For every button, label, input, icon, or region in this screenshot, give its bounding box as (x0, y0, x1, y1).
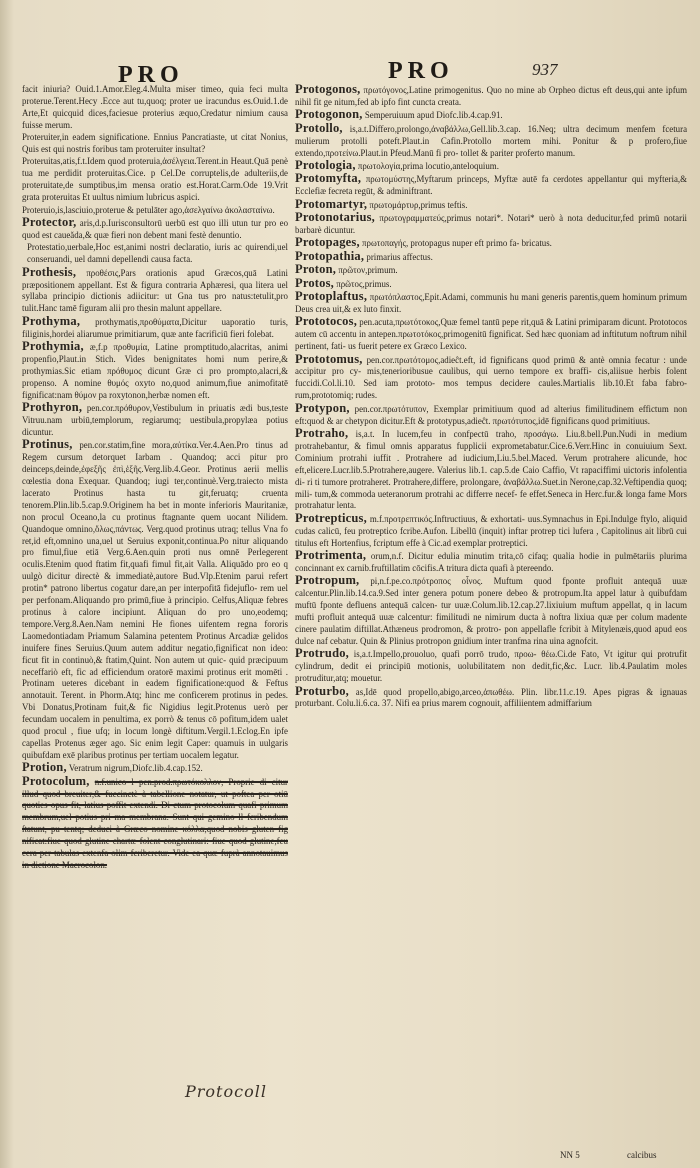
entry-text: orum,n.f. Dicitur edulia minutim trita,cō cifaq; qualia hodie in pulmētariis plurima concinnant ex carnib.fruftillatim cōcifis.A tritura dicta quafi à ptereendo. (295, 551, 687, 573)
dictionary-entry (22, 84, 288, 132)
page-number: 937 (532, 60, 558, 79)
dictionary-entry (295, 264, 687, 277)
entry-text: πρωτογραμματεύς,primus notari*. Notari* uerò à nota deducitur,fed primū notarii barbarè dicuntur. (295, 213, 687, 235)
entry-text: pen.acuta,πρωτότοκος,Quæ femel tantū pepe rit,quā & Latini primiparam dicunt. Prototocos autem cū accentu in antepen.πρωτοτόκος,primogenitū fignificat. Sed hæc quoniam ad inftitutum noftrum nihil pertinent, fati- us fuerit petere ex Græco Lexico. (295, 317, 687, 352)
entry-headword: Protomyfta, (295, 171, 362, 186)
entry-text: Semperuiuum apud Diofc.lib.4.cap.91. (364, 110, 503, 121)
signature-mark: NN 5 (560, 1150, 580, 1160)
entry-text: προθέσις,Pars orationis apud Græcos,quā Latini præpositionem appellant. Est & figura contraria Aphæresi, qua litera uel syllaba principio dictionis adiicitur: ut Gna tus pro natus:tetulit,pro tulit.Hanc tamē figuram alii pro thesin malunt appellare. (22, 267, 288, 314)
entry-headword: Protion, (22, 760, 67, 775)
dictionary-entry (22, 313, 288, 341)
entry-headword: Prototomus, (295, 351, 363, 366)
dictionary-entry (295, 212, 687, 237)
entry-headword: Protogonos, (295, 84, 361, 96)
entry-text: Proteruitas,atis,f.t.Idem quod proteruia,ἀσέλγεια.Terent.in Heaut.Quā penè tua me perdidit proteruitas.Cice. p Cel.De corruptelis,de adulteriis,de proteruitate,de sumptibus,im mensa oratio est.Horat.Carm.Ode 19.Vrit grata proteruitas Et uultus nimium lubricus aspici. (22, 156, 288, 203)
dictionary-entry (22, 214, 288, 242)
entry-headword: Protraho, (295, 425, 349, 440)
entry-text: pen.cor.πρωτότομος,adieĉt.eft, id fignificans quod primū & antè omnia fecatur : unde accipitur pro cy- mis,tenerioribusue caulibus, qui uerno tempore ex braffi- cis,aliisue herbis folent fuccidi.Col.li.10. Sed iam prototo- mos tempus decidere caules.Martialis lib.10.Et faba fabro- rum,prototomiq; rudes. (295, 354, 687, 401)
entry-text: Proteruiter,in eadem significatione. Ennius Pancratiaste, ut citat Nonius, Quis est qui nostris foribus tam proteruiter insultat? (22, 132, 288, 155)
handwritten-signature: Protocoll (185, 1082, 267, 1101)
dictionary-entry (295, 120, 687, 160)
entry-headword: Protocolum, (22, 773, 90, 788)
entry-headword: Proton, (295, 262, 337, 277)
entry-headword: Protoplaftus, (295, 289, 368, 303)
entry-text: πρῶτον,primum. (338, 265, 398, 276)
dictionary-entry (22, 264, 288, 316)
entry-headword: Protropum, (295, 573, 360, 588)
dictionary-entry (295, 648, 687, 685)
entry-headword: Protonotarius, (295, 210, 375, 225)
entry-text: n.f.unico l pen.prod.πρωτόκολλον, Proprie di citur illud quod breuiter,& fuccinctè à tabellione notatur, ut poftea per otiū quoties opus fit, latius poffit extendi. Di ctum protocolum quafi primum membrum,uel potius pri ma membrana. Sunt qui gemino ll fcribendum ſtatunt, pu tentq; deduci à Græco nomine κόλλα,quod nobis gluten fig nificat:fiue quod glutine chartæ folent conglutinari: fiue quod glutine,feu cera per tabulas extenfa olim fcriberetur. Vide ea quæ fuprà annotauimus in dictione Macrocolon. (22, 776, 288, 870)
catchword: calcibus (627, 1150, 657, 1160)
dictionary-entry (295, 316, 687, 353)
running-head-right: PRO (388, 58, 454, 84)
entry-headword: Prothesis, (22, 264, 77, 279)
entry-text: prothymatis,προθύματα,Dicitur uaporatio turis, filiginis,hordei aliarumue primitiarum, quæ ante facrificiū fieri folebat. (22, 316, 288, 339)
entry-text: πρωτοπαγής, protopagus nuper eft primo fa- bricatus. (362, 238, 552, 249)
dictionary-entry (22, 773, 288, 872)
dictionary-entry (295, 683, 687, 711)
entry-headword: Protrimenta, (295, 548, 367, 563)
entry-text: is,a.t.Differo,prolongo,ἀναβάλλω,Gell.lib.3.cap. 16.Neq; ultra decimum menfem fcetura mulierum protolli poteft.Plaut.in Cafin.Protollo mortem mihi. Ponitur & p profero,fiue extendo,προτείνω.Plaut.in Pfeud.Manū fi pro- tollet & pariter proferto manum. (295, 123, 687, 158)
entry-text: is,a.t. In lucem,feu in confpectū traho, προσάγω. Liu.8.bell.Pun.Nudi in medium protrahebantur, & fimul omnis apparatus fupplicii exprometabatur.Cice.6.Verr.Hinc in conuiuium Sext. Cominium protrahi iuffit . Protrahere ad iudicium,Liu.5.bel.Maced. Verum protrahere alicunde, hoc eft,elicere.Lucr.lib.5.Protrahere,augere. Valerius lib.1. cap.5.de Caio Caffio, Vt rapaciffimi uictoris infolentia di- ri ti tumore protraheret. Protrahere,differe, prolongare, ἀναβάλλω.Suet.in Nerone,cap.32.Veftipendia quoq; mili- tum,& commoda ueteranorum protrahi ac differre necef- fe effet.Seneca in Herc.fur.& longa fame Mors protrahatur lenta. (295, 428, 687, 511)
entry-text: pen.cor.statim,fine mora,αὐτίκα.Ver.4.Aen.Pro tinus ad Regem cursum detorquet Iarbam . Quandoq; acci pitur pro deinceps,deinde,ἐφεξῆς ἐπὶ,ἑξῆς.Verg.lib.4.Geor. Protinus aerii mellis cœlestia dona Exequar. Quandoq; iugi ter,continuè.Verg.traiecto mista lacerato Protinus hasta tu git,feruatq; cruenta tenorem.Plin.lib.5.cap.9.Originem ha bet in monte inferioris Mauritaniæ, non procul Oceano,la cu protinus ftagnante quem uocant Nilidem. Quandoque omnino,ὅλως,πάντως. Verg.quod protinus utraq; tellus Vna fo ret,id eft,omnino una,uel ut Seruius exponit,continua.Po nitur aliquando pro fimul,fiue etiā Verg.6.Aen.quin proti nus omnē Perlegerent oculis.Etenim quod ftatim fit,quafi fimul fit,ait Valla. Aliquādo pro eo q uulgò dicitur directè & immediatè,autore Bud.Vlp.Etenim parui refert protin* patrono libertus cogatur dare,an per interpofitā fidejuflo- rem uel per perfonam.Aliquando pro primū,fiue à principio. Celfus,Aliquæ febres protinus à calore incipiunt. Aliquan do pro uno,eodemq; tempore.Verg.8.Aen.Nam nemini He fiones uifentem regna fororis Laomedontiadam Priamum Salamina petentem Protinus Arcadiæ gelidos inuifere fines Seruius.Quum autem additur negatio,fignificat non ideo: ficut fit in continuò,& ftatim,Quint. Non autem ut quic- quid præcipuum neceffariò eft, fic ad efficiendum oratorē maximi protinus erit momēti . Protinam ueteres dicebant in eadem fignificatione:quod & Feftus annotauit. Terent. in Phorm.Atq; hinc me conficerem protinus in pedes. Vbi Donatus,Protinam fuit,& fic Nigidius legit.Protenus uerò per fecundam uocalem in penultima, ex porrò & tenus cō pofitum,idem ualet quod procul , fiue ufq; in locum longè diftitum.Vergil.1.Eclog.En ipfe capellas Protenus æger ago. Sic enim legit Caper: quamuis in uulgaris quibufdam exē plaribus protinus per tertiam uocalem legatur. (22, 440, 288, 760)
entry-headword: Proturbo, (295, 683, 349, 698)
entry-text: as,Idē quod propello,abigo,arceo,ἀπωθέω. Plin. libr.11.c.19. Apes pigras & ignauas proturbant. Colu.li.6.ca. 37. Nifi ea prius marem cognouit, affiliientem admiffarium (295, 686, 687, 709)
left-column (22, 84, 288, 1084)
entry-text: πρωτόπλαστος,Epit.Adami, communis hu mani generis parentis,quem hominum primum Deus crea uit,& ex luto finxit. (295, 292, 687, 314)
entry-headword: Protinus, (22, 437, 73, 452)
entry-headword: Prothyron, (22, 400, 83, 415)
dictionary-entry (295, 173, 687, 198)
entry-headword: Protollo, (295, 120, 343, 135)
dictionary-entry (295, 510, 687, 550)
entry-text: m.f.προτρεπτικός.Inftructiuus, & exhortati- uus.Symnachus in Epi.Indulge ftylo, aliquid cudas calicū, feu protreptico fcribe.Aufon. Libellū (inquit) inftar protrep tici lufera , Capitolinus ait librū cui titulus eft Hortenfius, fcriptum effe à Cic.ad exemplar protreptici. (295, 513, 687, 548)
entry-text: pi,n.f.pe.co.πρότροπος οἶνος. Muftum quod fponte profluit antequā uuæ calcentur.Plin.lib.14.ca.9.Sed inter genera potum ponere debeo & protropum.Ita appel latur à quibufdam muftū fponte defluens antequā calcen- tur uuæ.Colum.lib.12.cap.27.lixiuium muftum appellat, q in lacum mufti profluit antequā uuæ calcentur: fimilitudi ne nimirum ducta à noftra lixiua quæ per colum madente cinere paulatim diftillat.Athæneus prodromon, & protro- pon appellafle fcribit à Mitylenæis,quod apud eos dulce naf cebatur. Quin & Plinius protropon gnidium inter tranfma rina uina agnofcit. (295, 576, 687, 646)
entry-headword: Protologia, (295, 157, 356, 172)
entry-headword: Protomartyr, (295, 196, 368, 211)
right-column (295, 84, 687, 1144)
entry-headword: Protrepticus, (295, 510, 367, 525)
dictionary-entry (22, 242, 288, 266)
dictionary-entry (295, 575, 687, 647)
dictionary-entry (22, 402, 288, 439)
entry-headword: Prototocos, (295, 314, 358, 329)
dictionary-entry (295, 109, 687, 122)
entry-headword: Protopages, (295, 235, 360, 250)
dictionary-entry (295, 550, 687, 575)
entry-headword: Protrudo, (295, 646, 349, 661)
entry-headword: Prothymia, (22, 339, 84, 354)
entry-text: πρῶτος,primus. (336, 278, 392, 289)
entry-text: æ,f.p προθυμία, Latine promptitudo,alacritas, animi propenfio,Plaut.in Stich. Vides benignitates homi num perire,& prothymias.Sic etiam πρόθυμος dicunt Græ ci pro prompto,alacri,& propenso. A nomine θυμός oxyto no,quod animum,fiue animofitatē fignificat:nam θύμον pa roxytonon,herbæ nomen eft. (22, 342, 288, 400)
entry-headword: Protector, (22, 214, 77, 229)
entry-text: aris,d.p.Iurisconsultorū uerbū est quo illi utun tur pro eo quod est caueăda,& quæ fieri non debent mani festè denuntio. (22, 217, 288, 240)
entry-headword: Protypon, (295, 400, 350, 415)
dictionary-entry (295, 291, 687, 316)
dictionary-entry (295, 425, 687, 512)
entry-headword: Protopathia, (295, 248, 365, 263)
entry-headword: Prothyma, (22, 313, 81, 328)
dictionary-entry (295, 248, 687, 264)
entry-headword: Protos, (295, 275, 335, 290)
entry-text: facit iniuria? Ouid.1.Amor.Eleg.4.Multa miser timeo, quia feci multa proterue.Terent.Hecy .Ecce aut tu,quoq; proter ue iracundus es.Ouid.1.de Arte,Et quicquid dices,faciesue proterius æquo,Credatur nimium causa fuisse merum. (22, 84, 288, 130)
entry-headword: Protogonon, (295, 107, 363, 122)
dictionary-entry (295, 84, 687, 109)
dictionary-entry (22, 132, 288, 156)
dictionary-entry (22, 341, 288, 402)
entry-text: πρωτόγονος,Latine primogenitus. Quo no mine ab Orpheo dictus eft deus,qui ante ipfum nihil fit ge nitum,fed ab ipfo fint cuncta creata. (295, 85, 687, 107)
entry-text: pen.cor.πρωτότυπον, Exemplar primitiuum quod ad alterius fimilitudinem effictum non eft:quod & ar chetypon dicitur.Eft & prototypus,adieĉt. πρωτότυπος,idē fignificans quod primitiuus. (295, 403, 687, 426)
entry-text: pen.cor.πρόθυρον,Vestibulum in priuatis ædi bus,teste Vitruu.nam urbiū,templorum, regiarumq; uestibula,propylæa potius dicuntur. (22, 403, 288, 437)
entry-text: Protestatio,uerbale,Hoc est,animi nostri declaratio, iuris ac quirendi,uel conseruandi, uel damni depellendi causa facta. (27, 242, 288, 265)
entry-text: πρωτομύστης,Myftarum princeps, Myftæ autē fa cerdotes appellantur qui myfteria,& Ecclefiæ fecreta regūt, & adminiftrant. (295, 174, 687, 197)
entry-text: Veratrum nigrum,Diofc.lib.4.cap.152. (68, 763, 203, 774)
running-head-left: PRO (118, 62, 184, 88)
dictionary-entry (22, 156, 288, 204)
dictionary-entry (295, 351, 687, 403)
entry-text: πρωτομάρτυρ,primus teftis. (369, 199, 468, 210)
entry-text: πρωτολογία,prima locutio,anteloquium. (357, 160, 499, 171)
dictionary-entry (22, 439, 288, 761)
dictionary-entry (295, 400, 687, 428)
entry-text: primarius affectus. (366, 251, 433, 262)
entry-text: is,a.t.Impello,prouoluo, quafi porrō trudo, προω- θέω.Ci.de Fato, Vt igitur qui protrufit cylindrum, dedit ei principiū motionis, uolubilitatem non dedit,fic,&c. Lucr. lib.4.Paulatim moles protruditur,atq; mouetur. (295, 649, 687, 684)
entry-text: Proteruio,is,lasciuio,proterue & petulāter ago,ἀσελγαίνω ἀκολασταίνω. (22, 204, 275, 215)
